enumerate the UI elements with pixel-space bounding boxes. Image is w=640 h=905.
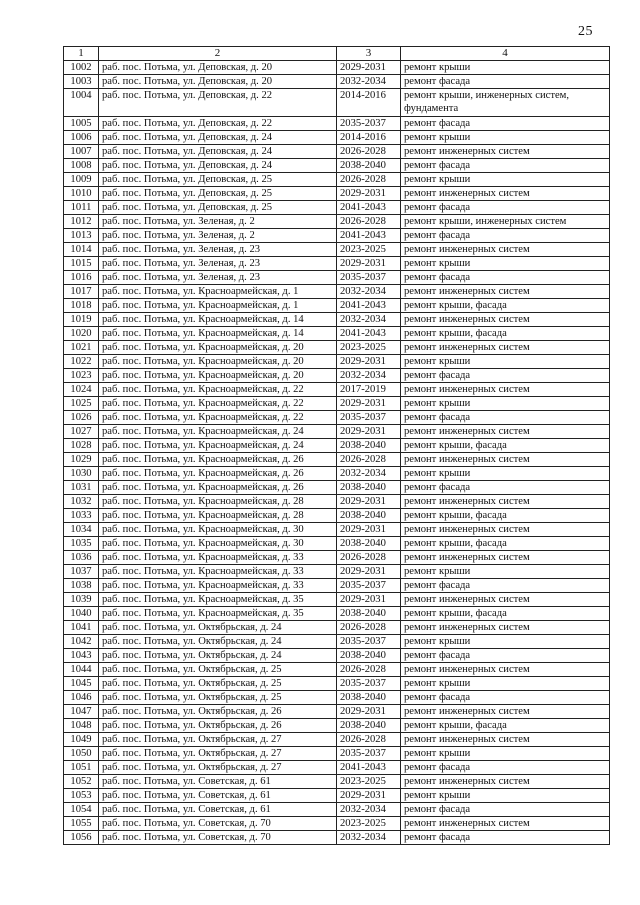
- address-cell: раб. пос. Потьма, ул. Красноармейская, д. 33: [99, 579, 337, 593]
- table-row: [64, 481, 610, 495]
- work-type-cell: ремонт инженерных систем: [401, 243, 610, 257]
- years-cell: 2038-2040: [337, 649, 401, 663]
- table-row: [64, 663, 610, 677]
- work-type-cell: ремонт крыши, инженерных систем, фундамента: [401, 89, 610, 117]
- work-type-cell: ремонт фасада: [401, 481, 610, 495]
- years-cell: 2038-2040: [337, 537, 401, 551]
- table-row: [64, 243, 610, 257]
- row-number-cell: 1032: [64, 495, 99, 509]
- address-cell: раб. пос. Потьма, ул. Октябрьская, д. 25: [99, 663, 337, 677]
- address-cell: раб. пос. Потьма, ул. Деповская, д. 24: [99, 131, 337, 145]
- address-cell: раб. пос. Потьма, ул. Красноармейская, д. 22: [99, 383, 337, 397]
- work-type-cell: ремонт фасада: [401, 579, 610, 593]
- address-cell: раб. пос. Потьма, ул. Деповская, д. 25: [99, 187, 337, 201]
- row-number-cell: 1009: [64, 173, 99, 187]
- work-type-cell: ремонт крыши, фасада: [401, 327, 610, 341]
- row-number-cell: 1031: [64, 481, 99, 495]
- table-row: [64, 607, 610, 621]
- years-cell: 2014-2016: [337, 89, 401, 117]
- work-type-cell: ремонт фасада: [401, 201, 610, 215]
- table-row: [64, 439, 610, 453]
- work-type-cell: ремонт фасада: [401, 229, 610, 243]
- years-cell: 2029-2031: [337, 61, 401, 75]
- address-cell: раб. пос. Потьма, ул. Октябрьская, д. 26: [99, 705, 337, 719]
- table-row: [64, 145, 610, 159]
- work-type-cell: ремонт крыши, инженерных систем: [401, 215, 610, 229]
- address-cell: раб. пос. Потьма, ул. Красноармейская, д. 26: [99, 481, 337, 495]
- work-type-cell: ремонт крыши, фасада: [401, 439, 610, 453]
- row-number-cell: 1033: [64, 509, 99, 523]
- work-type-cell: ремонт инженерных систем: [401, 495, 610, 509]
- address-cell: раб. пос. Потьма, ул. Красноармейская, д. 33: [99, 551, 337, 565]
- work-type-cell: ремонт крыши: [401, 677, 610, 691]
- address-cell: раб. пос. Потьма, ул. Советская, д. 70: [99, 817, 337, 831]
- row-number-cell: 1007: [64, 145, 99, 159]
- address-cell: раб. пос. Потьма, ул. Красноармейская, д. 33: [99, 565, 337, 579]
- work-type-cell: ремонт фасада: [401, 369, 610, 383]
- address-cell: раб. пос. Потьма, ул. Деповская, д. 25: [99, 201, 337, 215]
- work-type-cell: ремонт инженерных систем: [401, 593, 610, 607]
- row-number-cell: 1052: [64, 775, 99, 789]
- row-number-cell: 1029: [64, 453, 99, 467]
- years-cell: 2023-2025: [337, 243, 401, 257]
- work-type-cell: ремонт фасада: [401, 649, 610, 663]
- row-number-cell: 1026: [64, 411, 99, 425]
- address-cell: раб. пос. Потьма, ул. Зеленая, д. 2: [99, 215, 337, 229]
- row-number-cell: 1022: [64, 355, 99, 369]
- row-number-cell: 1002: [64, 61, 99, 75]
- years-cell: 2026-2028: [337, 145, 401, 159]
- years-cell: 2032-2034: [337, 831, 401, 845]
- years-cell: 2041-2043: [337, 299, 401, 313]
- address-cell: раб. пос. Потьма, ул. Красноармейская, д. 24: [99, 439, 337, 453]
- row-number-cell: 1028: [64, 439, 99, 453]
- column-header-years: 3: [337, 47, 401, 61]
- row-number-cell: 1019: [64, 313, 99, 327]
- row-number-cell: 1030: [64, 467, 99, 481]
- address-cell: раб. пос. Потьма, ул. Октябрьская, д. 27: [99, 761, 337, 775]
- work-type-cell: ремонт инженерных систем: [401, 285, 610, 299]
- years-cell: 2041-2043: [337, 201, 401, 215]
- years-cell: 2026-2028: [337, 551, 401, 565]
- table-row: [64, 229, 610, 243]
- work-type-cell: ремонт фасада: [401, 411, 610, 425]
- address-cell: раб. пос. Потьма, ул. Октябрьская, д. 27: [99, 733, 337, 747]
- row-number-cell: 1012: [64, 215, 99, 229]
- years-cell: 2029-2031: [337, 789, 401, 803]
- work-type-cell: ремонт крыши: [401, 467, 610, 481]
- table-row: [64, 803, 610, 817]
- years-cell: 2038-2040: [337, 719, 401, 733]
- years-cell: 2038-2040: [337, 439, 401, 453]
- work-type-cell: ремонт крыши: [401, 397, 610, 411]
- years-cell: 2014-2016: [337, 131, 401, 145]
- years-cell: 2032-2034: [337, 803, 401, 817]
- address-cell: раб. пос. Потьма, ул. Октябрьская, д. 24: [99, 649, 337, 663]
- table-row: [64, 551, 610, 565]
- row-number-cell: 1011: [64, 201, 99, 215]
- table-row: [64, 215, 610, 229]
- years-cell: 2029-2031: [337, 523, 401, 537]
- table-row: [64, 817, 610, 831]
- years-cell: 2035-2037: [337, 411, 401, 425]
- table-row: [64, 719, 610, 733]
- years-cell: 2038-2040: [337, 159, 401, 173]
- table-row: [64, 61, 610, 75]
- column-header-number: 1: [64, 47, 99, 61]
- table-row: [64, 187, 610, 201]
- row-number-cell: 1043: [64, 649, 99, 663]
- work-type-cell: ремонт крыши: [401, 789, 610, 803]
- row-number-cell: 1040: [64, 607, 99, 621]
- table-row: [64, 593, 610, 607]
- work-type-cell: ремонт фасада: [401, 159, 610, 173]
- years-cell: 2026-2028: [337, 215, 401, 229]
- row-number-cell: 1036: [64, 551, 99, 565]
- address-cell: раб. пос. Потьма, ул. Октябрьская, д. 24: [99, 621, 337, 635]
- work-type-cell: ремонт инженерных систем: [401, 341, 610, 355]
- work-type-cell: ремонт крыши: [401, 565, 610, 579]
- years-cell: 2029-2031: [337, 355, 401, 369]
- address-cell: раб. пос. Потьма, ул. Деповская, д. 20: [99, 61, 337, 75]
- table-row: [64, 299, 610, 313]
- row-number-cell: 1027: [64, 425, 99, 439]
- column-header-work: 4: [401, 47, 610, 61]
- row-number-cell: 1023: [64, 369, 99, 383]
- years-cell: 2038-2040: [337, 481, 401, 495]
- address-cell: раб. пос. Потьма, ул. Красноармейская, д. 35: [99, 607, 337, 621]
- table-row: [64, 635, 610, 649]
- table-row: [64, 257, 610, 271]
- address-cell: раб. пос. Потьма, ул. Деповская, д. 24: [99, 145, 337, 159]
- work-type-cell: ремонт крыши, фасада: [401, 509, 610, 523]
- table-row: [64, 677, 610, 691]
- row-number-cell: 1041: [64, 621, 99, 635]
- address-cell: раб. пос. Потьма, ул. Красноармейская, д. 20: [99, 355, 337, 369]
- address-cell: раб. пос. Потьма, ул. Зеленая, д. 23: [99, 243, 337, 257]
- address-cell: раб. пос. Потьма, ул. Советская, д. 61: [99, 775, 337, 789]
- work-type-cell: ремонт крыши: [401, 747, 610, 761]
- work-type-cell: ремонт крыши, фасада: [401, 299, 610, 313]
- table-row: [64, 747, 610, 761]
- table-row: [64, 271, 610, 285]
- years-cell: 2029-2031: [337, 593, 401, 607]
- address-cell: раб. пос. Потьма, ул. Красноармейская, д. 28: [99, 495, 337, 509]
- row-number-cell: 1014: [64, 243, 99, 257]
- work-type-cell: ремонт инженерных систем: [401, 383, 610, 397]
- address-cell: раб. пос. Потьма, ул. Зеленая, д. 23: [99, 271, 337, 285]
- table-row: [64, 131, 610, 145]
- table-row: [64, 705, 610, 719]
- table-row: [64, 201, 610, 215]
- work-type-cell: ремонт инженерных систем: [401, 145, 610, 159]
- table-row: [64, 495, 610, 509]
- work-type-cell: ремонт крыши: [401, 173, 610, 187]
- address-cell: раб. пос. Потьма, ул. Деповская, д. 25: [99, 173, 337, 187]
- years-cell: 2029-2031: [337, 495, 401, 509]
- row-number-cell: 1042: [64, 635, 99, 649]
- years-cell: 2017-2019: [337, 383, 401, 397]
- address-cell: раб. пос. Потьма, ул. Красноармейская, д. 20: [99, 341, 337, 355]
- address-cell: раб. пос. Потьма, ул. Красноармейская, д. 1: [99, 285, 337, 299]
- table-body: [64, 61, 610, 845]
- row-number-cell: 1010: [64, 187, 99, 201]
- row-number-cell: 1004: [64, 89, 99, 117]
- years-cell: 2032-2034: [337, 75, 401, 89]
- address-cell: раб. пос. Потьма, ул. Зеленая, д. 23: [99, 257, 337, 271]
- address-cell: раб. пос. Потьма, ул. Красноармейская, д. 20: [99, 369, 337, 383]
- work-type-cell: ремонт крыши: [401, 257, 610, 271]
- address-cell: раб. пос. Потьма, ул. Деповская, д. 20: [99, 75, 337, 89]
- row-number-cell: 1025: [64, 397, 99, 411]
- row-number-cell: 1006: [64, 131, 99, 145]
- years-cell: 2029-2031: [337, 397, 401, 411]
- years-cell: 2029-2031: [337, 187, 401, 201]
- work-type-cell: ремонт фасада: [401, 271, 610, 285]
- row-number-cell: 1016: [64, 271, 99, 285]
- years-cell: 2032-2034: [337, 467, 401, 481]
- years-cell: 2026-2028: [337, 621, 401, 635]
- address-cell: раб. пос. Потьма, ул. Октябрьская, д. 25: [99, 677, 337, 691]
- address-cell: раб. пос. Потьма, ул. Советская, д. 61: [99, 789, 337, 803]
- address-cell: раб. пос. Потьма, ул. Октябрьская, д. 24: [99, 635, 337, 649]
- repair-schedule-table: [63, 46, 610, 845]
- address-cell: раб. пос. Потьма, ул. Деповская, д. 22: [99, 117, 337, 131]
- table-row: [64, 369, 610, 383]
- years-cell: 2023-2025: [337, 817, 401, 831]
- row-number-cell: 1044: [64, 663, 99, 677]
- table-row: [64, 173, 610, 187]
- column-header-address: 2: [99, 47, 337, 61]
- work-type-cell: ремонт инженерных систем: [401, 705, 610, 719]
- table-row: [64, 621, 610, 635]
- table-row: [64, 691, 610, 705]
- years-cell: 2029-2031: [337, 425, 401, 439]
- row-number-cell: 1050: [64, 747, 99, 761]
- address-cell: раб. пос. Потьма, ул. Деповская, д. 24: [99, 159, 337, 173]
- years-cell: 2026-2028: [337, 453, 401, 467]
- work-type-cell: ремонт инженерных систем: [401, 663, 610, 677]
- row-number-cell: 1055: [64, 817, 99, 831]
- row-number-cell: 1056: [64, 831, 99, 845]
- row-number-cell: 1051: [64, 761, 99, 775]
- work-type-cell: ремонт инженерных систем: [401, 733, 610, 747]
- years-cell: 2035-2037: [337, 117, 401, 131]
- address-cell: раб. пос. Потьма, ул. Красноармейская, д. 22: [99, 411, 337, 425]
- table-row: [64, 313, 610, 327]
- table-row: [64, 159, 610, 173]
- row-number-cell: 1048: [64, 719, 99, 733]
- row-number-cell: 1046: [64, 691, 99, 705]
- years-cell: 2029-2031: [337, 705, 401, 719]
- years-cell: 2023-2025: [337, 775, 401, 789]
- work-type-cell: ремонт инженерных систем: [401, 453, 610, 467]
- table-row: [64, 523, 610, 537]
- row-number-cell: 1018: [64, 299, 99, 313]
- row-number-cell: 1005: [64, 117, 99, 131]
- work-type-cell: ремонт крыши, фасада: [401, 607, 610, 621]
- address-cell: раб. пос. Потьма, ул. Октябрьская, д. 25: [99, 691, 337, 705]
- work-type-cell: ремонт фасада: [401, 117, 610, 131]
- address-cell: раб. пос. Потьма, ул. Зеленая, д. 2: [99, 229, 337, 243]
- work-type-cell: ремонт крыши, фасада: [401, 719, 610, 733]
- years-cell: 2038-2040: [337, 607, 401, 621]
- page-number: 25: [578, 24, 593, 39]
- work-type-cell: ремонт инженерных систем: [401, 775, 610, 789]
- years-cell: 2035-2037: [337, 271, 401, 285]
- years-cell: 2038-2040: [337, 509, 401, 523]
- table-row: [64, 425, 610, 439]
- work-type-cell: ремонт инженерных систем: [401, 551, 610, 565]
- years-cell: 2032-2034: [337, 369, 401, 383]
- years-cell: 2026-2028: [337, 733, 401, 747]
- row-number-cell: 1039: [64, 593, 99, 607]
- work-type-cell: ремонт фасада: [401, 75, 610, 89]
- address-cell: раб. пос. Потьма, ул. Красноармейская, д. 14: [99, 327, 337, 341]
- work-type-cell: ремонт фасада: [401, 691, 610, 705]
- row-number-cell: 1053: [64, 789, 99, 803]
- address-cell: раб. пос. Потьма, ул. Красноармейская, д. 26: [99, 467, 337, 481]
- table-row: [64, 789, 610, 803]
- table-row: [64, 775, 610, 789]
- address-cell: раб. пос. Потьма, ул. Красноармейская, д. 14: [99, 313, 337, 327]
- row-number-cell: 1015: [64, 257, 99, 271]
- row-number-cell: 1045: [64, 677, 99, 691]
- years-cell: 2029-2031: [337, 257, 401, 271]
- table-row: [64, 89, 610, 117]
- years-cell: 2035-2037: [337, 677, 401, 691]
- row-number-cell: 1038: [64, 579, 99, 593]
- address-cell: раб. пос. Потьма, ул. Советская, д. 61: [99, 803, 337, 817]
- table-row: [64, 327, 610, 341]
- table-row: [64, 761, 610, 775]
- row-number-cell: 1037: [64, 565, 99, 579]
- table-row: [64, 537, 610, 551]
- address-cell: раб. пос. Потьма, ул. Красноармейская, д. 26: [99, 453, 337, 467]
- row-number-cell: 1034: [64, 523, 99, 537]
- years-cell: 2041-2043: [337, 327, 401, 341]
- row-number-cell: 1054: [64, 803, 99, 817]
- work-type-cell: ремонт инженерных систем: [401, 313, 610, 327]
- address-cell: раб. пос. Потьма, ул. Красноармейская, д. 30: [99, 523, 337, 537]
- row-number-cell: 1013: [64, 229, 99, 243]
- table-row: [64, 649, 610, 663]
- address-cell: раб. пос. Потьма, ул. Красноармейская, д. 1: [99, 299, 337, 313]
- years-cell: 2041-2043: [337, 761, 401, 775]
- table-row: [64, 565, 610, 579]
- years-cell: 2035-2037: [337, 747, 401, 761]
- work-type-cell: ремонт фасада: [401, 831, 610, 845]
- table-row: [64, 355, 610, 369]
- work-type-cell: ремонт фасада: [401, 803, 610, 817]
- row-number-cell: 1047: [64, 705, 99, 719]
- table-row: [64, 579, 610, 593]
- years-cell: 2032-2034: [337, 285, 401, 299]
- work-type-cell: ремонт крыши: [401, 635, 610, 649]
- row-number-cell: 1024: [64, 383, 99, 397]
- address-cell: раб. пос. Потьма, ул. Красноармейская, д. 30: [99, 537, 337, 551]
- table-row: [64, 467, 610, 481]
- table-row: [64, 509, 610, 523]
- table-row: [64, 411, 610, 425]
- address-cell: раб. пос. Потьма, ул. Деповская, д. 22: [99, 89, 337, 117]
- work-type-cell: ремонт фасада: [401, 761, 610, 775]
- address-cell: раб. пос. Потьма, ул. Красноармейская, д. 35: [99, 593, 337, 607]
- table-row: [64, 397, 610, 411]
- address-cell: раб. пос. Потьма, ул. Красноармейская, д. 28: [99, 509, 337, 523]
- row-number-cell: 1020: [64, 327, 99, 341]
- years-cell: 2035-2037: [337, 579, 401, 593]
- years-cell: 2041-2043: [337, 229, 401, 243]
- address-cell: раб. пос. Потьма, ул. Октябрьская, д. 26: [99, 719, 337, 733]
- address-cell: раб. пос. Потьма, ул. Советская, д. 70: [99, 831, 337, 845]
- row-number-cell: 1008: [64, 159, 99, 173]
- table-row: [64, 117, 610, 131]
- address-cell: раб. пос. Потьма, ул. Красноармейская, д. 22: [99, 397, 337, 411]
- table-row: [64, 75, 610, 89]
- work-type-cell: ремонт крыши: [401, 131, 610, 145]
- work-type-cell: ремонт инженерных систем: [401, 425, 610, 439]
- table-row: [64, 733, 610, 747]
- years-cell: 2029-2031: [337, 565, 401, 579]
- table-row: [64, 831, 610, 845]
- years-cell: 2026-2028: [337, 173, 401, 187]
- years-cell: 2023-2025: [337, 341, 401, 355]
- years-cell: 2032-2034: [337, 313, 401, 327]
- work-type-cell: ремонт инженерных систем: [401, 523, 610, 537]
- table-row: [64, 383, 610, 397]
- work-type-cell: ремонт инженерных систем: [401, 187, 610, 201]
- work-type-cell: ремонт крыши: [401, 61, 610, 75]
- years-cell: 2038-2040: [337, 691, 401, 705]
- row-number-cell: 1017: [64, 285, 99, 299]
- table-row: [64, 285, 610, 299]
- row-number-cell: 1035: [64, 537, 99, 551]
- work-type-cell: ремонт крыши: [401, 355, 610, 369]
- row-number-cell: 1021: [64, 341, 99, 355]
- work-type-cell: ремонт инженерных систем: [401, 621, 610, 635]
- table-row: [64, 453, 610, 467]
- row-number-cell: 1049: [64, 733, 99, 747]
- row-number-cell: 1003: [64, 75, 99, 89]
- address-cell: раб. пос. Потьма, ул. Красноармейская, д. 24: [99, 425, 337, 439]
- address-cell: раб. пос. Потьма, ул. Октябрьская, д. 27: [99, 747, 337, 761]
- work-type-cell: ремонт инженерных систем: [401, 817, 610, 831]
- table-row: [64, 341, 610, 355]
- table-header-row: [64, 47, 610, 61]
- work-type-cell: ремонт крыши, фасада: [401, 537, 610, 551]
- years-cell: 2035-2037: [337, 635, 401, 649]
- years-cell: 2026-2028: [337, 663, 401, 677]
